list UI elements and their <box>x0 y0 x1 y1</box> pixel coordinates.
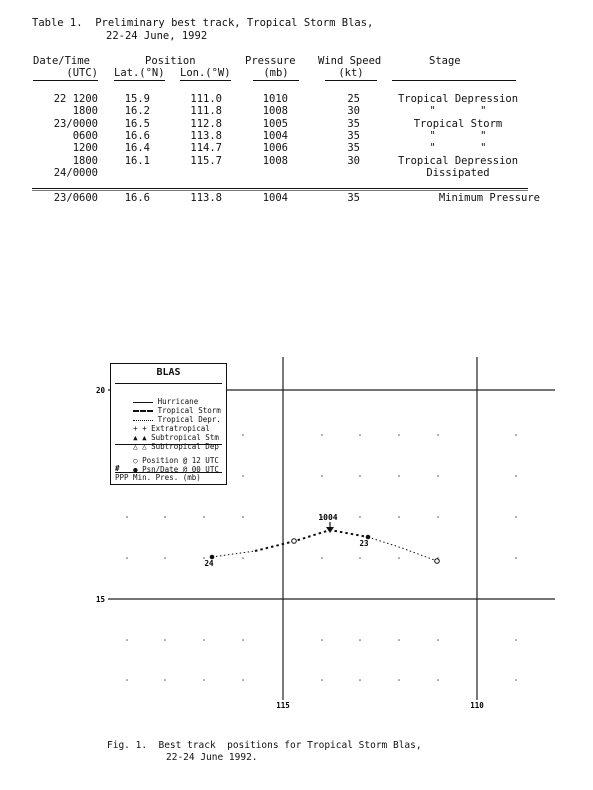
grid-dot-13 <box>164 516 166 518</box>
cell-stage: Tropical Depression <box>397 93 519 105</box>
grid-dot-11 <box>515 475 517 477</box>
header-utc: (UTC) <box>33 67 98 81</box>
header-datetime: Date/Time <box>33 55 90 67</box>
grid-dot-39 <box>126 679 128 681</box>
min-cell-date: 23/0600 <box>53 192 98 204</box>
position-1200-marker <box>292 539 297 544</box>
figure-caption-line1: Fig. 1. Best track positions for Tropical Storm Blas, <box>107 740 422 751</box>
cell-lat: 16.2 <box>124 105 150 118</box>
cell-pressure: 1010 <box>262 93 288 105</box>
legend-label-storm: Tropical Storm <box>157 406 221 415</box>
grid-dot-43 <box>321 679 323 681</box>
grid-dot-22 <box>164 557 166 559</box>
cell-pressure: 1008 <box>262 105 288 118</box>
grid-dot-1 <box>321 434 323 436</box>
min-cell-pressure: 1004 <box>262 192 288 204</box>
grid-dot-46 <box>437 679 439 681</box>
track-storm <box>255 530 368 551</box>
cell-date: 1200 <box>72 142 98 155</box>
date-label-23: 23 <box>359 539 369 548</box>
header-wind: Wind Speed <box>318 55 382 67</box>
grid-dot-35 <box>359 639 361 641</box>
grid-dot-0 <box>242 434 244 436</box>
grid-dot-3 <box>398 434 400 436</box>
cell-lon: 111.8 <box>190 105 222 118</box>
grid-dot-8 <box>359 475 361 477</box>
grid-dot-5 <box>515 434 517 436</box>
legend-label-subtropical-storm: Subtropical Stm <box>151 433 219 442</box>
grid-dot-42 <box>242 679 244 681</box>
cell-wind: 25 <box>347 93 360 105</box>
lon-label-110: 110 <box>470 701 484 710</box>
cell-wind: 30 <box>347 154 360 167</box>
grid-dot-2 <box>359 434 361 436</box>
track-depression-start <box>212 551 255 557</box>
grid-dot-44 <box>359 679 361 681</box>
grid-dot-6 <box>242 475 244 477</box>
plus-icon: + + <box>133 424 147 433</box>
min-cell-wind: 35 <box>347 192 360 204</box>
cell-stage: " " <box>429 105 487 118</box>
position-1200-marker-2 <box>435 559 440 564</box>
legend-label-hurricane: Hurricane <box>157 397 199 406</box>
grid-dot-25 <box>321 557 323 559</box>
legend-label-psn-date: Psn/Date @ 00 UTC <box>142 465 219 474</box>
legend-box <box>110 363 227 485</box>
legend-title: BLAS <box>156 367 181 378</box>
cell-lat: 15.9 <box>124 93 150 105</box>
header-pressure: Pressure <box>245 55 296 67</box>
legend-label-depression: Tropical Depr. <box>157 415 221 424</box>
cell-lat: 16.4 <box>124 142 150 155</box>
header-lon: Lon.(°W) <box>180 67 231 79</box>
cell-date: 24/0000 <box>53 166 98 179</box>
cell-date: 1800 <box>72 154 98 167</box>
filled-circle-icon: ● <box>133 465 138 474</box>
cell-wind: 35 <box>347 142 360 155</box>
cell-wind: 30 <box>347 105 360 118</box>
grid-dot-47 <box>515 679 517 681</box>
grid-dot-37 <box>437 639 439 641</box>
cell-stage: Dissipated <box>426 166 490 179</box>
cell-stage: " " <box>429 142 487 155</box>
header-lat: Lat.(°N) <box>114 67 165 79</box>
grid-dot-31 <box>164 639 166 641</box>
grid-dot-40 <box>164 679 166 681</box>
grid-dot-17 <box>359 516 361 518</box>
grid-dot-24 <box>242 557 244 559</box>
grid-dot-4 <box>437 434 439 436</box>
cell-wind: 35 <box>347 117 360 130</box>
cell-stage: Tropical Depression <box>397 154 519 167</box>
grid-dot-36 <box>398 639 400 641</box>
min-cell-stage: Minimum Pressure <box>438 192 540 204</box>
cell-pressure: 1006 <box>262 142 288 155</box>
cell-pressure: 1005 <box>262 117 288 130</box>
open-triangle-icon: △ △ <box>133 442 147 451</box>
min-pressure-label: 1004 <box>318 513 338 522</box>
min-cell-lon: 113.8 <box>190 192 222 204</box>
legend-label-position: Position @ 12 UTC <box>142 456 219 465</box>
grid-dot-14 <box>203 516 205 518</box>
grid-dot-30 <box>126 639 128 641</box>
grid-dot-27 <box>398 557 400 559</box>
grid-dot-41 <box>203 679 205 681</box>
grid-dot-18 <box>398 516 400 518</box>
grid-dot-10 <box>437 475 439 477</box>
cell-pressure: 1004 <box>262 129 288 142</box>
date-label-24: 24 <box>204 559 214 568</box>
grid-dot-45 <box>398 679 400 681</box>
grid-dot-26 <box>359 557 361 559</box>
table-caption-line1: Table 1. Preliminary best track, Tropical Storm Blas, <box>32 17 374 29</box>
header-position: Position <box>145 55 196 67</box>
grid-dot-12 <box>126 516 128 518</box>
grid-dot-7 <box>321 475 323 477</box>
header-stage: Stage <box>429 55 461 67</box>
header-mb: (mb) <box>253 67 299 81</box>
cell-lat: 16.6 <box>124 129 150 142</box>
grid-dot-32 <box>203 639 205 641</box>
cell-lon: 111.0 <box>190 93 222 105</box>
lon-label-115: 115 <box>276 701 290 710</box>
grid-dot-19 <box>437 516 439 518</box>
figure-caption-line2: 22-24 June 1992. <box>166 752 258 763</box>
legend-hash-icon: # <box>115 464 120 473</box>
track-depression-end <box>368 537 437 561</box>
cell-date: 23/0000 <box>53 117 98 130</box>
legend-label-extratropical: Extratropical <box>151 424 210 433</box>
cell-date: 1800 <box>72 105 98 118</box>
min-pressure-arrow-head <box>326 527 334 533</box>
legend-label-subtropical-dep: Subtropical Dep <box>151 442 219 451</box>
cell-lon: 113.8 <box>190 129 222 142</box>
lat-label-15: 15 <box>96 595 106 604</box>
grid-dot-21 <box>126 557 128 559</box>
cell-lat: 16.1 <box>124 154 150 167</box>
cell-lon: 115.7 <box>190 154 222 167</box>
cell-stage: " " <box>429 129 487 142</box>
cell-lon: 112.8 <box>190 117 222 130</box>
grid-dot-34 <box>321 639 323 641</box>
cell-date: 0600 <box>72 129 98 142</box>
lat-label-20: 20 <box>96 386 106 395</box>
grid-dot-9 <box>398 475 400 477</box>
legend-title-rule <box>115 383 222 384</box>
legend-mid-rule <box>115 444 222 445</box>
filled-triangle-icon: ▲ ▲ <box>133 433 147 442</box>
header-kt: (kt) <box>325 67 377 81</box>
cell-wind: 35 <box>347 129 360 142</box>
cell-date: 22 1200 <box>53 93 98 105</box>
grid-dot-33 <box>242 639 244 641</box>
table-caption-line2: 22-24 June, 1992 <box>106 30 208 42</box>
grid-dot-20 <box>515 516 517 518</box>
grid-dot-29 <box>515 557 517 559</box>
min-cell-lat: 16.6 <box>124 192 150 204</box>
cell-stage: Tropical Storm <box>413 117 503 130</box>
cell-lon: 114.7 <box>190 142 222 155</box>
grid-dot-38 <box>515 639 517 641</box>
legend-min-pres: PPP Min. Pres. (mb) <box>115 473 201 482</box>
open-circle-icon: ○ <box>133 456 138 465</box>
cell-pressure: 1008 <box>262 154 288 167</box>
cell-lat: 16.5 <box>124 117 150 130</box>
grid-dot-15 <box>242 516 244 518</box>
